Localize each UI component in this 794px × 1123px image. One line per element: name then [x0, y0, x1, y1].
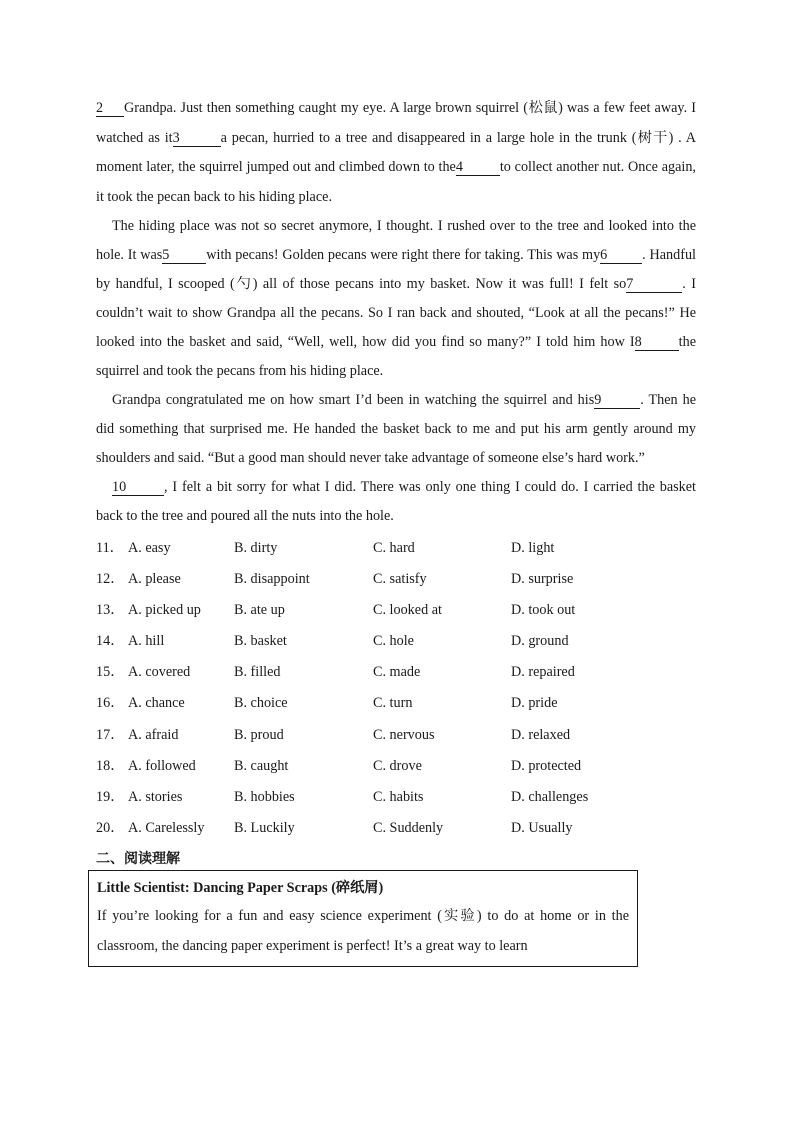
passage-text: . Then he did something that surprised me. He handed the basket back to me and put his arm gently around my shoulders and said. “But a good man should never take advantage of someone else’s hard work.” [96, 392, 696, 466]
passage-paragraph-3 [96, 386, 696, 473]
option-b: B. ate up [234, 602, 285, 619]
option-d: D. repaired [511, 664, 575, 681]
passage-paragraph-1 [96, 94, 696, 212]
blank-4: 4 [456, 159, 500, 176]
option-a: A. Carelessly [128, 819, 205, 836]
passage-text: Grandpa. Just then something caught my eye. A large brown squirrel (松鼠) was a few feet away. I watched as it [96, 100, 696, 146]
question-number: 13． [96, 602, 125, 619]
option-c: C. hole [373, 633, 414, 650]
section-heading-reading: 二、阅读理解 [96, 850, 180, 867]
option-a: A. afraid [128, 726, 179, 743]
blank-5: 5 [162, 247, 206, 264]
question-number: 17． [96, 726, 125, 743]
option-d: D. Usually [511, 819, 573, 836]
passage-text: to collect another nut. Once again, it took the pecan back to his hiding place. [96, 159, 696, 205]
option-d: D. protected [511, 757, 582, 774]
option-c: C. hard [373, 540, 415, 556]
passage-text: the squirrel and took the pecans from his hiding place. [96, 334, 696, 379]
passage-text: . Handful by handful, I scooped (勺) all of those pecans into my basket. Now it was full! I felt so [96, 247, 696, 292]
question-row [96, 533, 696, 564]
question-row [96, 813, 696, 844]
question-number: 19． [96, 788, 125, 805]
question-number: 11． [96, 540, 124, 556]
option-c: C. made [373, 664, 421, 681]
option-a: A. stories [128, 788, 183, 805]
option-d: D. relaxed [511, 726, 571, 743]
passage-text: Grandpa congratulated me on how smart I’d been in watching the squirrel and his [112, 392, 595, 408]
option-b: B. filled [234, 664, 281, 681]
option-d: D. pride [511, 695, 558, 712]
question-row [96, 564, 696, 595]
blank-10: 10 [112, 479, 164, 496]
question-row [96, 751, 696, 782]
option-c: C. drove [373, 757, 422, 774]
option-a: A. chance [128, 695, 185, 712]
option-b: B. caught [234, 757, 289, 774]
passage-paragraph-4 [96, 473, 696, 531]
reading-passage-text: If you’re looking for a fun and easy science experiment (实验) to do at home or in the classroom, the dancing paper experiment is perfect! It’s a great way to learn [97, 907, 629, 954]
question-row [96, 720, 696, 751]
option-c: C. satisfy [373, 571, 427, 588]
option-c: C. turn [373, 695, 413, 712]
question-row [96, 595, 696, 626]
blank-6: 6 [600, 247, 642, 264]
option-c: C. Suddenly [373, 819, 444, 836]
option-b: B. proud [234, 726, 284, 743]
blank-7: 7 [626, 276, 682, 293]
passage-text: , I felt a bit sorry for what I did. There was only one thing I could do. I carried the basket back to the tree and poured all the nuts into the hole. [96, 479, 696, 524]
option-d: D. challenges [511, 788, 589, 805]
question-number: 12． [96, 571, 125, 588]
blank-9: 9 [594, 392, 640, 409]
passage-text: The hiding place was not so secret anymore, I thought. I rushed over to the tree and looked into the hole. It was [96, 218, 696, 263]
question-row [96, 626, 696, 657]
worksheet-page [96, 94, 696, 967]
option-c: C. nervous [373, 726, 435, 743]
option-a: A. picked up [128, 602, 201, 619]
option-b: B. disappoint [234, 571, 310, 588]
option-b: B. hobbies [234, 788, 295, 805]
passage-paragraph-2 [96, 212, 696, 386]
reading-passage-title: Little Scientist: Dancing Paper Scraps (碎纸屑) [97, 879, 384, 896]
blank-2: 2 [96, 100, 124, 117]
blank-3: 3 [173, 130, 221, 147]
option-b: B. choice [234, 695, 288, 712]
option-d: D. light [511, 540, 555, 556]
question-options-list [96, 533, 696, 844]
option-d: D. took out [511, 602, 576, 619]
option-a: A. please [128, 571, 181, 588]
question-number: 20． [96, 819, 125, 836]
option-b: B. basket [234, 633, 287, 650]
passage-text: a pecan, hurried to a tree and disappeared in a large hole in the trunk (树干) . A moment later, the squirrel jumped out and climbed down to the [96, 129, 697, 175]
option-d: D. ground [511, 633, 569, 650]
question-row [96, 657, 696, 688]
question-number: 18． [96, 757, 125, 774]
option-c: C. habits [373, 788, 424, 805]
option-a: A. hill [128, 633, 165, 650]
option-b: B. dirty [234, 540, 278, 556]
passage-text: . I couldn’t wait to show Grandpa all the pecans. So I ran back and shouted, “Look at all the pecans!” He looked into the basket and said, “Well, well, how did you find so many?” I told him how I [96, 276, 696, 350]
question-row [96, 688, 696, 719]
option-c: C. looked at [373, 602, 442, 619]
reading-passage-box [88, 870, 638, 967]
question-row [96, 782, 696, 813]
question-number: 14． [96, 633, 125, 650]
option-a: A. covered [128, 664, 191, 681]
question-number: 15． [96, 664, 125, 681]
option-a: A. easy [128, 540, 171, 556]
option-d: D. surprise [511, 571, 574, 588]
blank-8: 8 [635, 334, 679, 351]
option-b: B. Luckily [234, 819, 295, 836]
question-number: 16． [96, 695, 125, 712]
option-a: A. followed [128, 757, 196, 774]
passage-text: with pecans! Golden pecans were right there for taking. This was my [206, 247, 601, 263]
